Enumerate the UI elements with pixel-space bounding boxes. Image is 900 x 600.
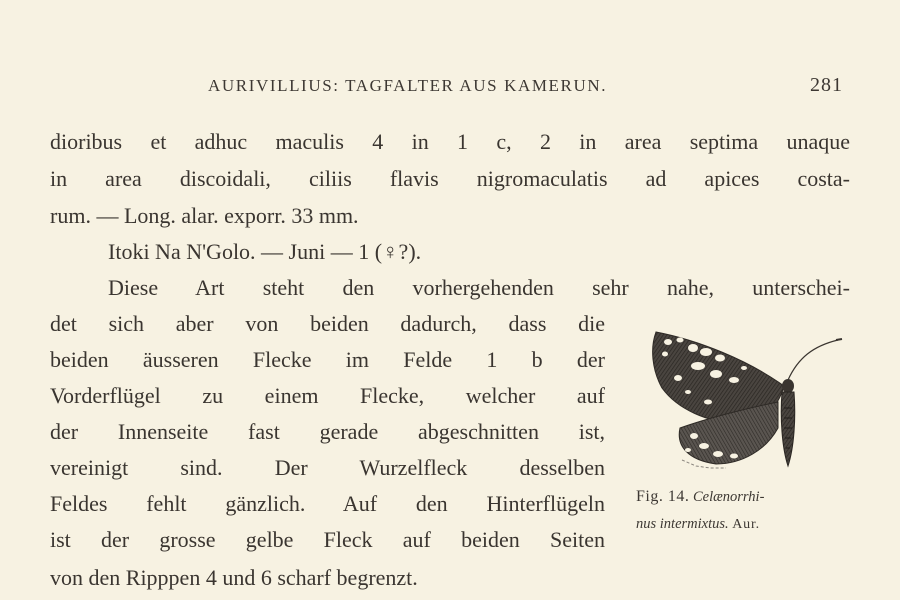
page-number: 281 xyxy=(810,74,843,96)
text-line: ist der grosse gelbe Fleck auf beiden Seiten xyxy=(50,527,605,552)
text-line: vereinigt sind. Der Wurzelfleck desselben xyxy=(50,455,605,480)
text-line: von den Ripppen 4 und 6 scharf begrenzt. xyxy=(50,565,418,590)
figure-species-line1: Celænorrhi- xyxy=(692,489,765,505)
running-title: AURIVILLIUS: TAGFALTER AUS KAMERUN. xyxy=(208,76,608,95)
text-line: der Innenseite fast gerade abgeschnitten ist, xyxy=(50,419,605,444)
text-line: det sich aber von beiden dadurch, dass die xyxy=(50,311,605,336)
butterfly-illustration xyxy=(638,318,853,478)
text-line: rum. — Long. alar. exporr. 33 mm. xyxy=(50,203,359,228)
running-head xyxy=(0,76,900,100)
text-line: beiden äusseren Flecke im Felde 1 b der xyxy=(50,347,605,372)
figure-label: Fig. 14. xyxy=(636,488,690,505)
figure-caption-line2 xyxy=(636,516,856,533)
figure-caption xyxy=(636,488,856,506)
text-line: dioribus et adhuc maculis 4 in 1 c, 2 in area septima unaque xyxy=(50,129,850,154)
text-line: in area discoidali, ciliis flavis nigromaculatis ad apices costa- xyxy=(50,166,850,191)
locality-line: Itoki Na N'Golo. — Juni — 1 (♀?). xyxy=(108,239,422,264)
text-line: Vorderflügel zu einem Flecke, welcher auf xyxy=(50,383,605,408)
figure-author: Aur. xyxy=(732,517,760,532)
text-line: Diese Art steht den vorhergehenden sehr nahe, unterschei- xyxy=(108,275,850,300)
text-line: Feldes fehlt gänzlich. Auf den Hinterflügeln xyxy=(50,491,605,516)
figure-species-line2: nus intermixtus. xyxy=(636,516,729,532)
